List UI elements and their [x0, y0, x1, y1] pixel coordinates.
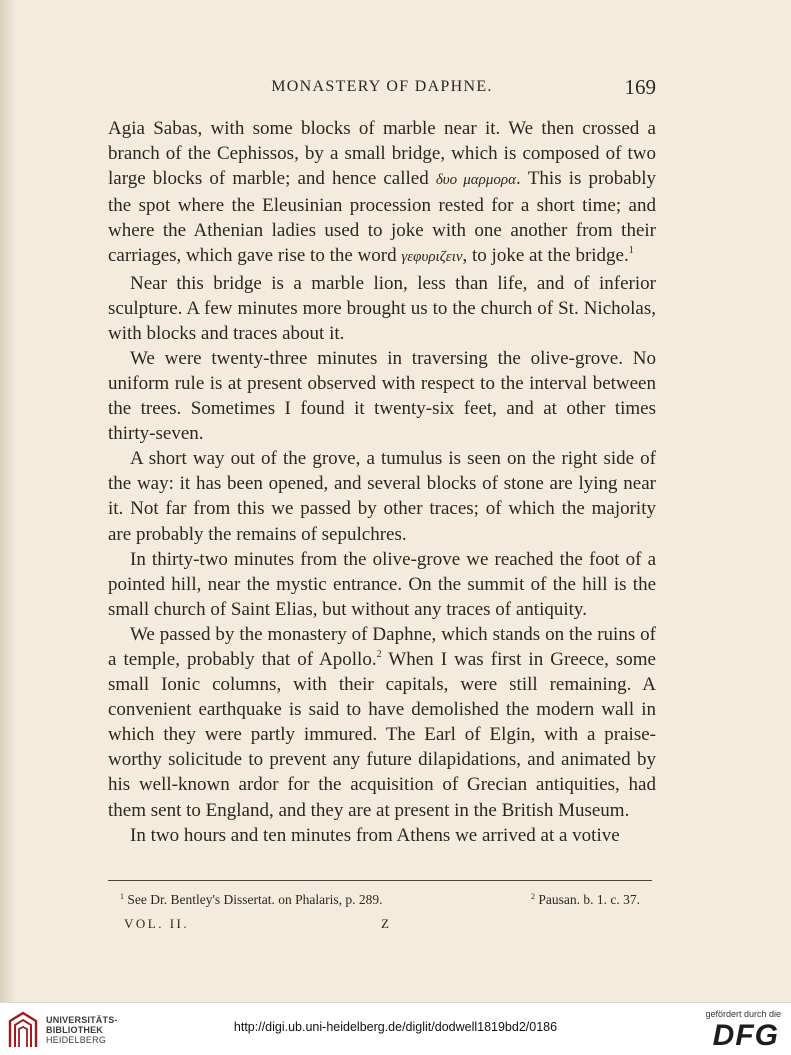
paragraph-6-text-a: We passed by the monastery of Daphne, which stands on the ruins of a temple, probably that of Apollo.: [108, 623, 656, 670]
permalink-url[interactable]: http://digi.ub.uni-heidelberg.de/diglit/dodwell1819bd2/0186: [233, 1020, 558, 1034]
greek-phrase-duo-marmora: δυο μαρμορα: [435, 172, 516, 189]
paragraph-2: Near this bridge is a marble lion, less than life, and of inferior sculpture. A few minutes more brought us to the church of St. Nicholas, with blocks and traces about it.: [108, 272, 656, 344]
paragraph-5: In thirty-two minutes from the olive-grove we reached the foot of a pointed hill, near the mystic entrance. On the summit of the hill is the small church of Saint Elias, but without any traces of antiquity.: [108, 548, 656, 620]
footnote-1: [120, 892, 383, 908]
footnote-1-mark: 1: [120, 892, 124, 901]
paragraph-4: A short way out of the grove, a tumulus is seen on the right side of the way: it has been opened, and several blocks of stone are lying near it. Not far from this we passed by other traces; of which the majority are probably the remains of sepulchres.: [108, 448, 656, 545]
volume-label: VOL. II.: [124, 916, 190, 931]
running-title: MONASTERY OF DAPHNE.: [271, 78, 493, 95]
dfg-logo[interactable]: DFG: [712, 1019, 779, 1052]
paragraph-1: [108, 116, 656, 271]
paragraph-6-text-b: When I was first in Greece, some small Ionic columns, with their capitals, were still remaining. A convenient earthquake is said to have demolished the modern wall in which they were partly immured. The Earl of Elgin, with a praise-worthy solicitude to prevent any future dilapidations, and animated by his well-known ardor for the acquisition of Grecian antiquities, had them sent to England, and they are at present in the British Museum.: [108, 648, 656, 821]
footnote-1-text: See Dr. Bentley's Dissertat. on Phalaris, p. 289.: [127, 892, 383, 907]
printer-signature: [0, 916, 791, 936]
signature-mark: Z: [381, 916, 389, 931]
footnote-2-mark: 2: [531, 892, 535, 901]
footnote-2-text: Pausan. b. 1. c. 37.: [538, 892, 640, 907]
page-number: 169: [624, 75, 656, 99]
running-head: [108, 75, 656, 106]
paragraph-7: In two hours and ten minutes from Athens we arrived at a votive: [130, 824, 620, 846]
digitization-footer: [0, 1002, 791, 1055]
footnote-marker-2: 2: [376, 648, 382, 660]
paragraph-6: [108, 622, 656, 823]
library-line-2: BIBLIOTHEK: [46, 1025, 103, 1035]
greek-word-gephyrizein: γεφυριζειν: [401, 249, 463, 266]
funded-by-label: gefördert durch die: [705, 1009, 781, 1019]
footnote-marker-1: 1: [628, 245, 634, 257]
footnote-2: [531, 892, 640, 908]
paragraph-1-text-a: Agia Sabas, with some blocks of marble near it. We then crossed a branch of the Cephissos, by a small bridge, which is composed of two large blocks of marble; and hence called: [108, 118, 656, 190]
library-line-3: HEIDELBERG: [46, 1035, 107, 1045]
paragraph-3: We were twenty-three minutes in traversing the olive-grove. No uniform rule is at present observed with respect to the interval between the trees. Sometimes I found it twenty-six feet, and at other times thirty-seven.: [108, 347, 656, 445]
paragraph-1-text-c: , to joke at the bridge.: [462, 245, 629, 267]
page-edge-shadow: [0, 0, 16, 1002]
library-line-1: UNIVERSITÄTS-: [46, 1015, 118, 1025]
body-text: [108, 116, 656, 848]
footnote-rule: [108, 880, 652, 881]
paragraph-1-text-b: . This is probably the spot where the Eleusinian procession rested for a short time; and where the Athenian ladies used to joke with one another from their carriages, which gave rise to the word: [108, 168, 656, 267]
